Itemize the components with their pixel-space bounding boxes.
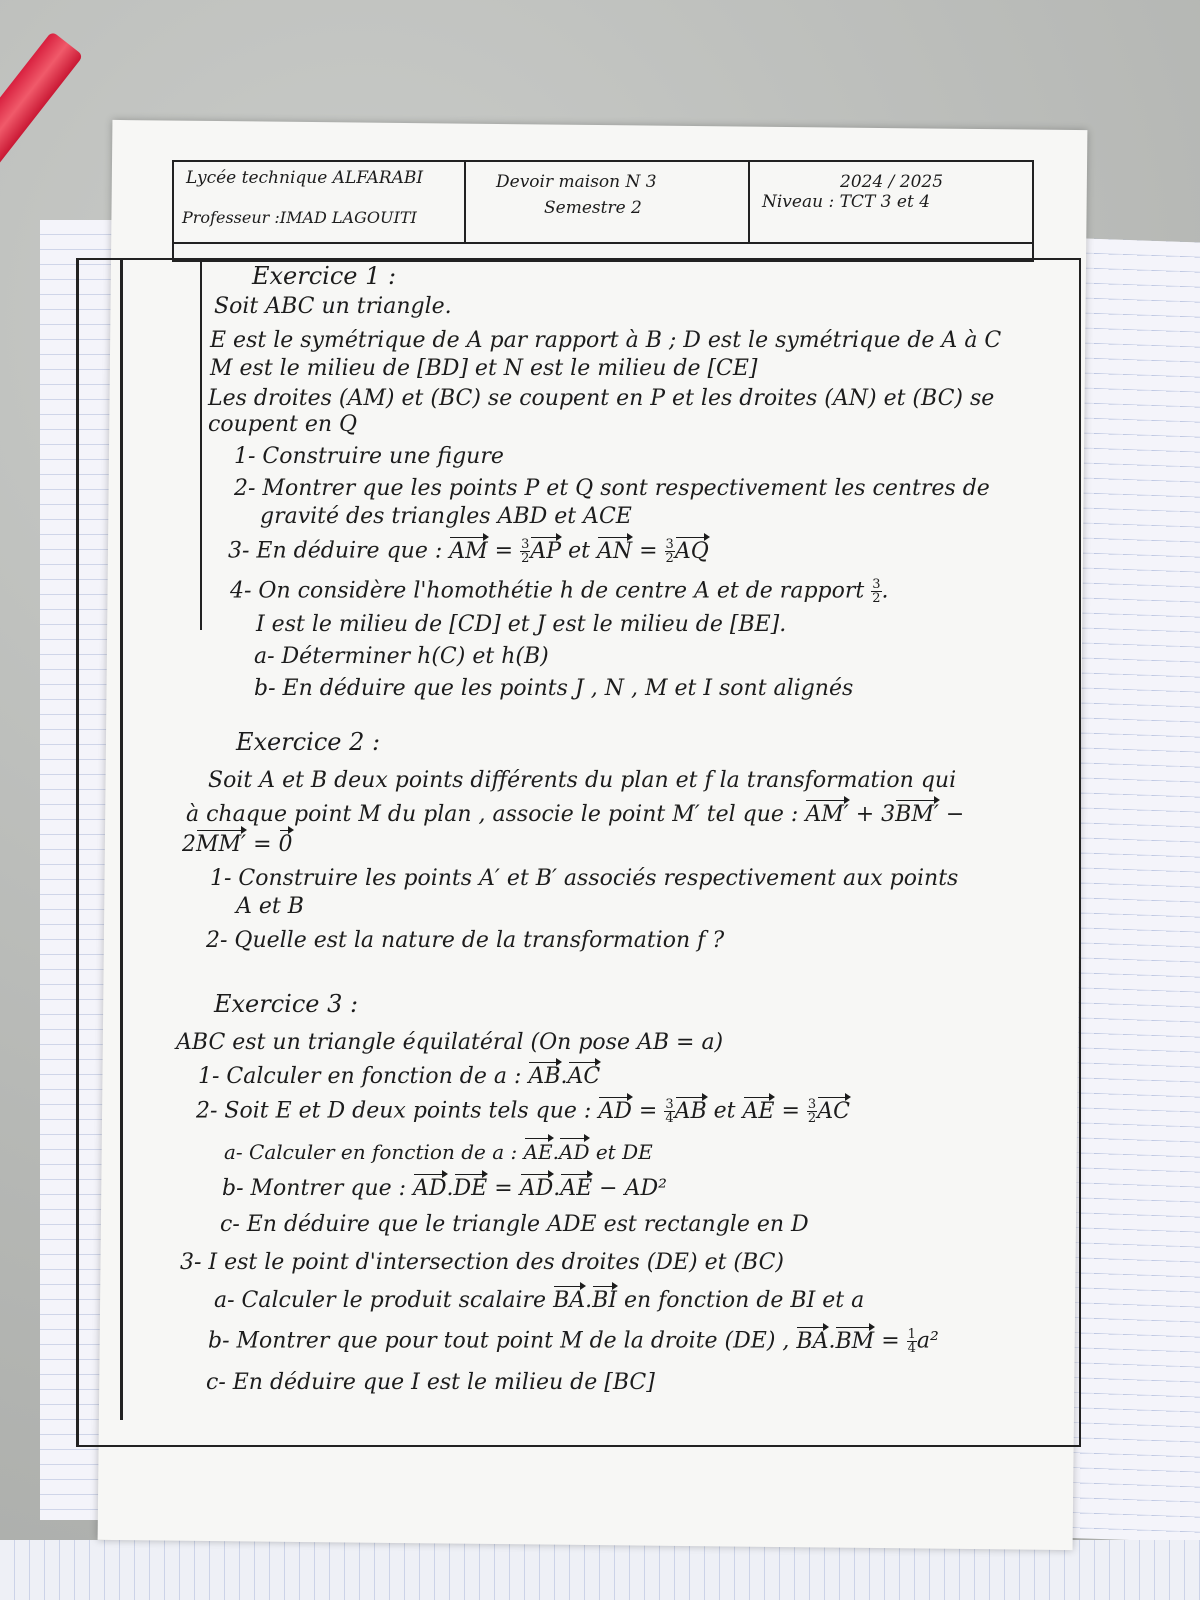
vector-am: AM bbox=[449, 538, 488, 564]
equals-sign: = bbox=[639, 538, 658, 564]
school-year: 2024 / 2025 bbox=[840, 172, 944, 192]
fraction-1-4: $\frac{1}{4}$ bbox=[907, 1327, 916, 1356]
ex1-q3-prefix: 3- En déduire que : bbox=[228, 538, 443, 564]
ex1-q4-text: 4- On considère l'homothétie h de centre A et de rapport bbox=[230, 578, 865, 604]
vector-de: DE bbox=[453, 1176, 488, 1201]
school-name: Lycée technique ALFARABI bbox=[186, 168, 424, 188]
ex3-title: Exercice 3 : bbox=[214, 990, 359, 1018]
ex3-q2b: b- Montrer que : AD.DE = AD.AE − AD² bbox=[222, 1176, 667, 1201]
equals-sign: = bbox=[494, 538, 514, 564]
semester: Semestre 2 bbox=[544, 198, 642, 218]
vector-ac: AC bbox=[817, 1098, 850, 1124]
ex1-line-2: E est le symétrique de A par rapport à B ; D est le symétrique de A à C bbox=[210, 328, 1002, 353]
ex1-q2a: 2- Montrer que les points P et Q sont respectivement les centres de bbox=[234, 476, 990, 501]
header-table bbox=[172, 160, 1034, 244]
vector-mm-prime: MM′ bbox=[196, 832, 247, 857]
ex1-q1: 1- Construire une figure bbox=[234, 444, 504, 469]
vector-bm-prime: BM′ bbox=[895, 802, 939, 827]
header-cell-title bbox=[466, 162, 750, 242]
ex2-line-1: Soit A et B deux points différents du plan et f la transformation qui bbox=[208, 768, 957, 793]
ex1-q4c: a- Déterminer h(C) et h(B) bbox=[254, 644, 549, 669]
zero-vector: 0 bbox=[278, 832, 293, 857]
vector-an: AN bbox=[596, 538, 633, 564]
assignment-title: Devoir maison N 3 bbox=[496, 172, 657, 192]
ex3-q3c: c- En déduire que I est le milieu de [BC] bbox=[206, 1370, 655, 1395]
vector-ba: BA bbox=[553, 1288, 586, 1313]
fraction-3-2: $\frac{3}{2}$ bbox=[665, 537, 674, 566]
vector-bi: BI bbox=[592, 1288, 617, 1313]
ex2-title: Exercice 2 : bbox=[236, 728, 381, 756]
ex3-q1: 1- Calculer en fonction de a : AB.AC bbox=[198, 1064, 601, 1089]
ex1-margin-line bbox=[200, 260, 202, 630]
ex1-title: Exercice 1 : bbox=[252, 262, 397, 290]
vector-ab: AB bbox=[528, 1064, 561, 1089]
ex1-q2b: gravité des triangles ABD et ACE bbox=[260, 504, 632, 529]
ex3-line-1: ABC est un triangle équilatéral (On pose AB = a) bbox=[176, 1030, 724, 1055]
conjunction-et: et bbox=[568, 538, 590, 564]
vector-bm: BM bbox=[835, 1328, 875, 1354]
ex1-line-4: Les droites (AM) et (BC) se coupent en P et les droites (AN) et (BC) se bbox=[208, 386, 995, 411]
ex2-line-3: 2MM′ = 0 bbox=[182, 832, 293, 857]
margin-line bbox=[120, 260, 123, 1420]
header-cell-year bbox=[750, 162, 1032, 242]
ex1-q4b: I est le milieu de [CD] et J est le milieu de [BE]. bbox=[256, 612, 787, 637]
vector-ad: AD bbox=[413, 1176, 447, 1201]
fraction-3-4: $\frac{3}{4}$ bbox=[665, 1097, 674, 1126]
ex3-q3a: a- Calculer le produit scalaire BA.BI en fonction de BI et a bbox=[214, 1288, 865, 1313]
fraction-3-2: $\frac{3}{2}$ bbox=[807, 1097, 817, 1126]
ex1-q4: 4- On considère l'homothétie h de centre A et de rapport $\frac{3}{2}$ . bbox=[230, 577, 889, 606]
vector-ae: AE bbox=[523, 1140, 553, 1164]
vector-ae: AE bbox=[560, 1176, 593, 1201]
teacher-name: Professeur :IMAD LAGOUITI bbox=[182, 208, 417, 227]
fraction-3-2: $\frac{3}{2}$ bbox=[521, 537, 530, 566]
vector-am-prime: AM′ bbox=[805, 802, 849, 827]
vector-ad: AD bbox=[559, 1140, 590, 1164]
fraction-3-2: $\frac{3}{2}$ bbox=[872, 577, 881, 606]
ex1-q4d: b- En déduire que les points J , N , M et I sont alignés bbox=[254, 676, 854, 701]
vector-ad: AD bbox=[519, 1176, 554, 1201]
vector-ab: AB bbox=[674, 1098, 707, 1124]
vector-ba: BA bbox=[796, 1328, 829, 1354]
level: Niveau : TCT 3 et 4 bbox=[762, 192, 931, 212]
vector-ap: AP bbox=[530, 538, 562, 564]
ex3-q3: 3- I est le point d'intersection des droites (DE) et (BC) bbox=[180, 1250, 784, 1275]
ex2-q2: 2- Quelle est la nature de la transformation f ? bbox=[206, 928, 725, 953]
header-cell-school bbox=[174, 162, 466, 242]
vector-ae: AE bbox=[742, 1098, 775, 1124]
vector-ac: AC bbox=[567, 1064, 601, 1089]
ex3-q2: 2- Soit E et D deux points tels que : AD = $\frac{3}{4}$ AB et AE = $\frac{3}{2}$ AC bbox=[196, 1097, 850, 1126]
vector-ad: AD bbox=[598, 1098, 632, 1124]
ex2-line-2: à chaque point M du plan , associe le point M′ tel que : AM′ + 3BM′ − bbox=[186, 802, 965, 827]
ex3-q2a: a- Calculer en fonction de a : AE.AD et DE bbox=[224, 1140, 653, 1164]
ex1-line-1: Soit ABC un triangle. bbox=[214, 294, 452, 319]
ex3-q2c: c- En déduire que le triangle ADE est rectangle en D bbox=[220, 1212, 809, 1237]
ex2-q1b: A et B bbox=[236, 894, 304, 919]
vector-aq: AQ bbox=[674, 538, 709, 564]
ex2-q1a: 1- Construire les points A′ et B′ associés respectivement aux points bbox=[210, 866, 959, 891]
ex1-line-5: coupent en Q bbox=[208, 412, 358, 437]
ex3-q3b: b- Montrer que pour tout point M de la droite (DE) , BA.BM = $\frac{1}{4}$ a² bbox=[208, 1327, 939, 1356]
ex1-line-3: M est le milieu de [BD] et N est le milieu de [CE] bbox=[210, 356, 758, 381]
ex1-q3 bbox=[228, 538, 709, 565]
